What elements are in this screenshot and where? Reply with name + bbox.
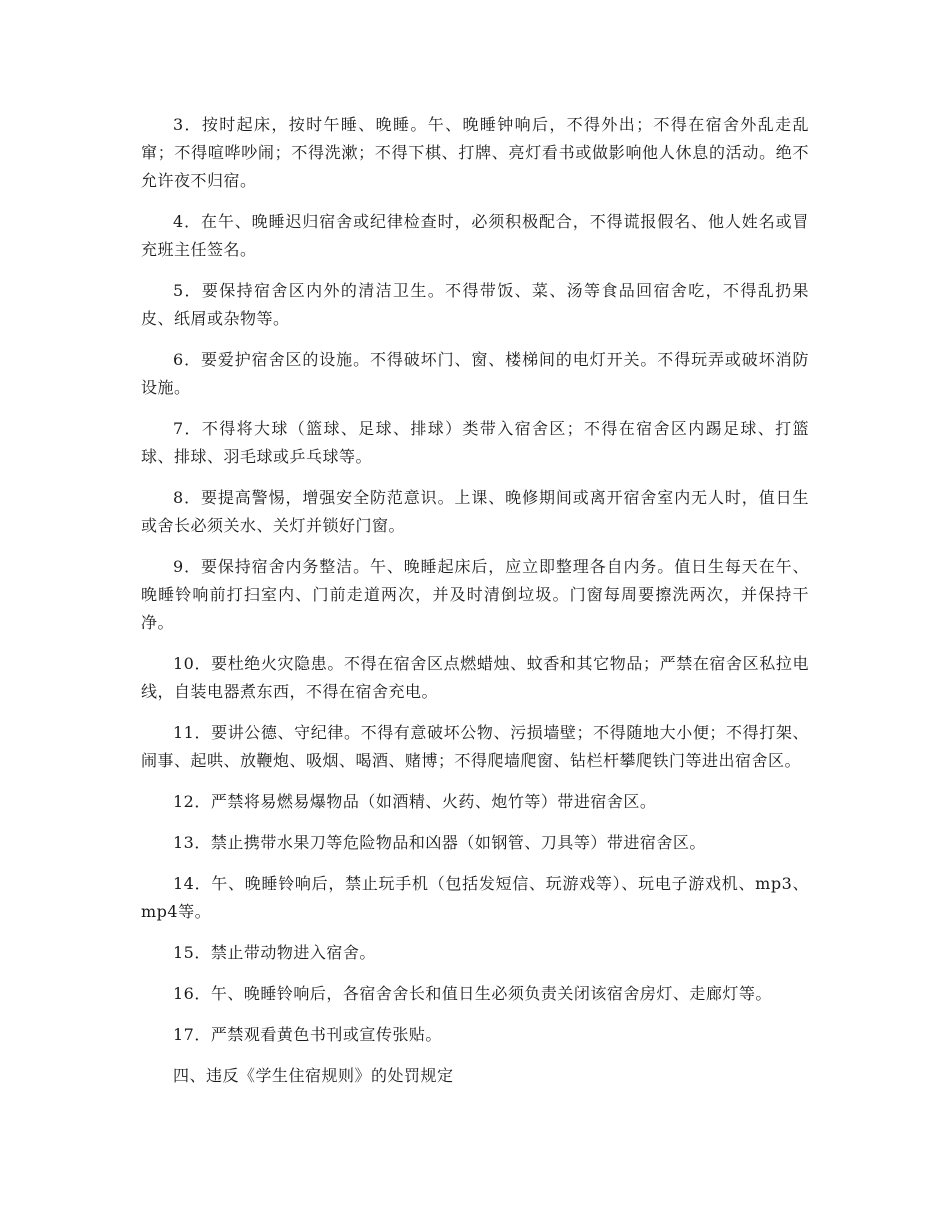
rule-paragraph-5: 5．要保持宿舍区内外的清洁卫生。不得带饭、菜、汤等食品回宿舍吃，不得乱扔果皮、纸屑或杂物等。: [141, 281, 809, 328]
rule-paragraph-11: 11．要讲公德、守纪律。不得有意破坏公物、污损墙壁；不得随地大小便；不得打架、闹事、起哄、放鞭炮、吸烟、喝酒、赌博；不得爬墙爬窗、钻栏杆攀爬铁门等进出宿舍区。: [141, 723, 809, 770]
rule-paragraph-3: 3．按时起床，按时午睡、晚睡。午、晚睡钟响后，不得外出；不得在宿舍外乱走乱窜；不得喧哗吵闹；不得洗漱；不得下棋、打牌、亮灯看书或做影响他人休息的活动。绝不允许夜不归宿。: [141, 115, 809, 190]
rule-paragraph-13: 13．禁止携带水果刀等危险物品和凶器（如钢管、刀具等）带进宿舍区。: [173, 833, 706, 852]
rule-paragraph-9: 9．要保持宿舍内务整洁。午、晚睡起床后，应立即整理各自内务。值日生每天在午、晚睡铃响前打扫室内、门前走道两次，并及时清倒垃圾。门窗每周要擦洗两次，并保持干净。: [141, 557, 809, 632]
rule-paragraph-12: 12．严禁将易燃易爆物品（如酒精、火药、炮竹等）带进宿舍区。: [173, 792, 657, 811]
rule-paragraph-4: 4．在午、晚睡迟归宿舍或纪律检查时，必须积极配合，不得谎报假名、他人姓名或冒充班主任签名。: [141, 212, 809, 259]
section-heading-penalties: 四、违反《学生住宿规则》的处罚规定: [173, 1066, 454, 1085]
rule-paragraph-6: 6．要爱护宿舍区的设施。不得破坏门、窗、楼梯间的电灯开关。不得玩弄或破坏消防设施。: [141, 350, 809, 397]
rule-paragraph-10: 10．要杜绝火灾隐患。不得在宿舍区点燃蜡烛、蚊香和其它物品；严禁在宿舍区私拉电线，自装电器煮东西，不得在宿舍充电。: [141, 654, 809, 701]
rule-paragraph-14: 14．午、晚睡铃响后，禁止玩手机（包括发短信、玩游戏等）、玩电子游戏机、mp3、mp4等。: [141, 874, 809, 921]
document-body: [141, 111, 809, 1103]
rule-paragraph-17: 17．严禁观看黄色书刊或宣传张贴。: [173, 1025, 442, 1044]
rule-paragraph-8: 8．要提高警惕，增强安全防范意识。上课、晚修期间或离开宿舍室内无人时，值日生或舍长必须关水、关灯并锁好门窗。: [141, 488, 809, 535]
rule-paragraph-16: 16．午、晚睡铃响后，各宿舍舍长和值日生必须负责关闭该宿舍房灯、走廊灯等。: [173, 984, 772, 1003]
rule-paragraph-7: 7．不得将大球（篮球、足球、排球）类带入宿舍区；不得在宿舍区内踢足球、打篮球、排球、羽毛球或乒乓球等。: [141, 419, 809, 466]
rule-paragraph-15: 15．禁止带动物进入宿舍。: [173, 943, 376, 962]
